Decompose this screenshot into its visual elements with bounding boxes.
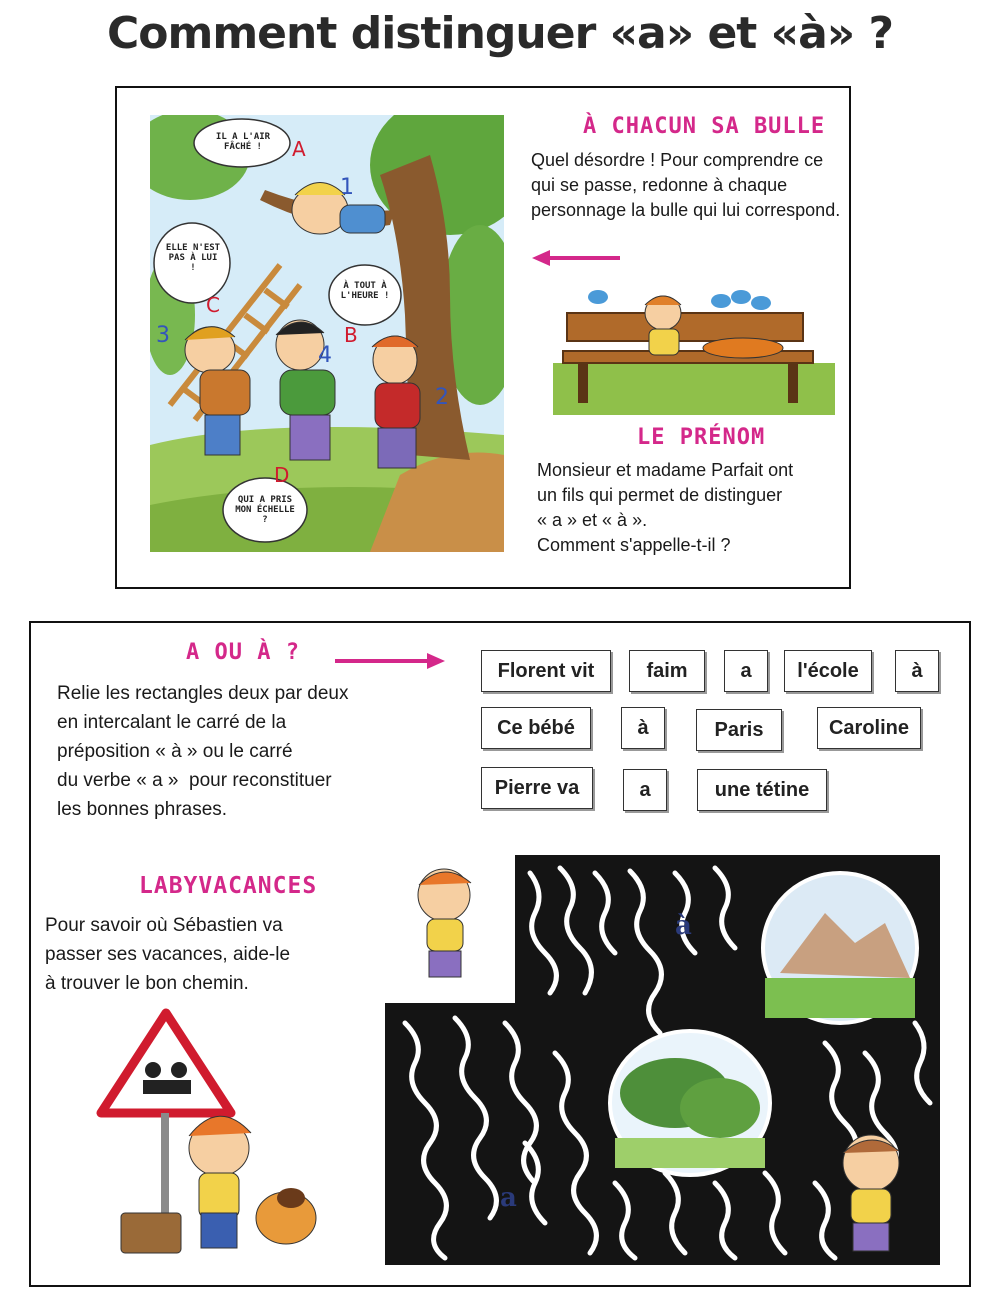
word-box-l-ecole[interactable]: l'école — [784, 650, 872, 692]
heading-a-ou-a: A OU À ? — [186, 640, 300, 665]
laby-line-1: Pour savoir où Sébastien va — [45, 915, 283, 936]
word-box-paris[interactable]: Paris — [696, 709, 782, 751]
prenom-line-2: un fils qui permet de distinguer — [537, 485, 783, 505]
boy-end-svg — [811, 1123, 921, 1263]
maze-letter-a: a — [500, 1183, 517, 1213]
word-box-a-prep-2[interactable]: à — [621, 707, 665, 749]
heading-labyvacances: LABYVACANCES — [139, 873, 318, 899]
aoua-line-2: en intercalant le carré de la — [57, 712, 287, 733]
comic-illustration — [150, 115, 504, 552]
comic-scene-svg — [150, 115, 504, 552]
word-box-a-verb-2[interactable]: a — [623, 769, 667, 811]
boy-start-illustration — [399, 855, 489, 985]
maze-letter-a-grave: à — [675, 911, 692, 941]
bubble-a-text: IL A L'AIR FÂCHÉ ! — [215, 132, 271, 152]
arrow-right-icon — [335, 651, 445, 671]
aoua-line-4: du verbe « a » pour reconstituer — [57, 770, 332, 791]
arrow-left-icon — [532, 248, 622, 268]
bubble-d-text: QUI A PRIS MON ÉCHELLE ? — [235, 495, 295, 525]
word-box-faim[interactable]: faim — [629, 650, 705, 692]
laby-line-2: passer ses vacances, aide-le — [45, 944, 291, 965]
word-box-caroline[interactable]: Caroline — [817, 707, 921, 749]
marker-number-4: 4 — [318, 343, 332, 368]
aoua-line-1: Relie les rectangles deux par deux — [57, 683, 349, 704]
bubble-b-text: À TOUT À L'HEURE ! — [340, 281, 390, 301]
bench-illustration — [553, 283, 835, 415]
marker-letter-d: D — [274, 463, 290, 487]
top-panel — [115, 86, 851, 589]
character-2 — [372, 336, 420, 468]
marker-number-1: 1 — [340, 175, 354, 200]
page-title: Comment distinguer «a» et «à» ? — [106, 8, 894, 59]
word-box-une-tetine[interactable]: une tétine — [697, 769, 827, 811]
prenom-line-3: « a » et « à ». — [537, 510, 648, 530]
marker-letter-a: A — [292, 137, 306, 161]
prenom-line-4: Comment s'appelle-t-il ? — [537, 535, 731, 555]
marker-number-2: 2 — [435, 385, 449, 410]
marker-number-3: 3 — [156, 323, 170, 348]
word-box-ce-bebe[interactable]: Ce bébé — [481, 707, 591, 749]
aoua-line-3: préposition « à » ou le carré — [57, 741, 293, 762]
marker-letter-c: C — [206, 293, 220, 317]
word-box-florent-vit[interactable]: Florent vit — [481, 650, 611, 692]
word-box-pierre-va[interactable]: Pierre va — [481, 767, 593, 809]
child-sign-illustration — [91, 1008, 331, 1263]
laby-line-3: à trouver le bon chemin. — [45, 973, 249, 994]
bench-scene-svg — [553, 283, 835, 415]
boy-start-svg — [399, 855, 489, 985]
bubble-instructions: Quel désordre ! Pour comprendre ce qui se passe, redonne à chaque personnage la bulle qui lui correspond. — [531, 150, 841, 220]
word-box-a-prep-1[interactable]: à — [895, 650, 939, 692]
heading-bubble: À CHACUN SA BULLE — [583, 114, 826, 139]
boy-end-illustration — [811, 1123, 921, 1263]
heading-prenom: LE PRÉNOM — [637, 425, 766, 450]
bubble-c-text: ELLE N'EST PAS À LUI ! — [165, 243, 221, 273]
bottom-panel — [29, 621, 971, 1287]
marker-letter-b: B — [344, 323, 358, 347]
prenom-line-1: Monsieur et madame Parfait ont — [537, 460, 794, 480]
word-box-a-verb-1[interactable]: a — [724, 650, 768, 692]
aoua-line-5: les bonnes phrases. — [57, 799, 228, 820]
child-sign-svg — [91, 1008, 331, 1263]
